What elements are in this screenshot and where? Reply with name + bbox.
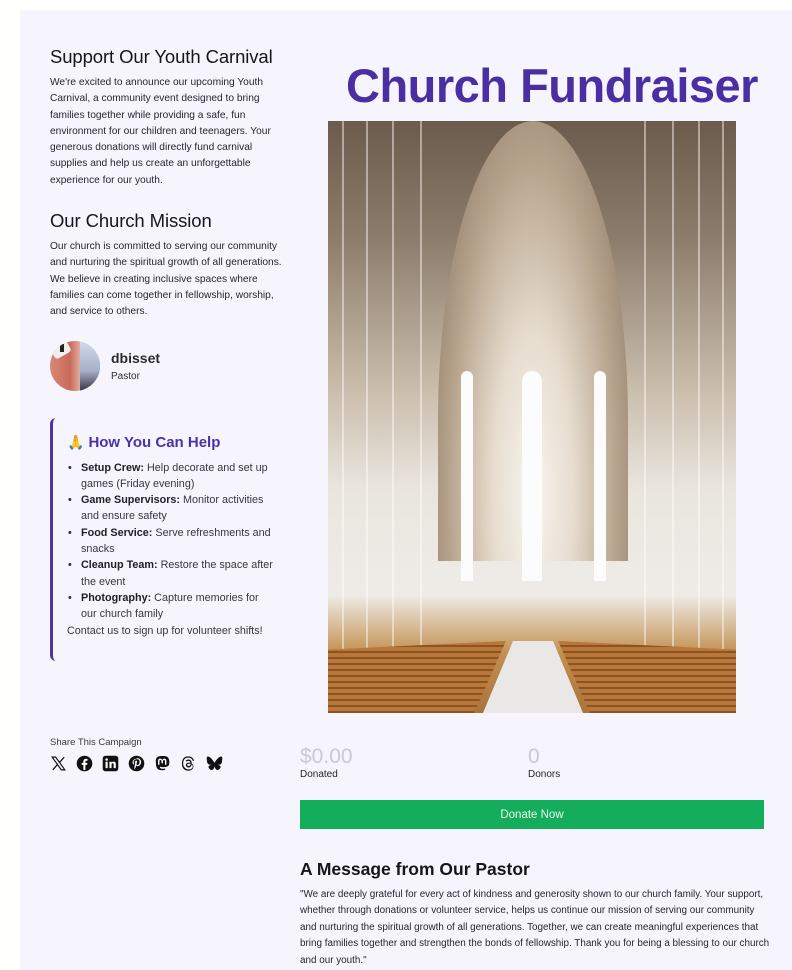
list-item: • Cleanup Team: Restore the space after the event (67, 557, 274, 590)
share-icons (50, 755, 223, 772)
about-body: We're excited to announce our upcoming Youth Carnival, a community event designed to bring families together while providing a safe, fun environment for our children and teenagers. Your generous donations will directly fund carnival supplies and help us create an unforgettable experience for our youth. (50, 77, 271, 186)
donated-stat (300, 746, 528, 780)
mastodon-icon[interactable] (154, 755, 171, 772)
campaign-hero-image (328, 121, 736, 713)
about-section (50, 46, 282, 189)
avatar[interactable] (50, 341, 100, 391)
help-title-text: How You Can Help (88, 433, 221, 451)
praying-hands-icon: 🙏 (67, 433, 85, 450)
mission-section (50, 210, 282, 320)
donated-amount: $0.00 (300, 745, 353, 768)
author-card[interactable] (50, 341, 282, 391)
left-column (50, 46, 282, 661)
page-title: Church Fundraiser (346, 59, 758, 112)
help-title (67, 434, 274, 451)
list-item: • Setup Crew: Help decorate and set up games (Friday evening) (67, 460, 274, 493)
pinterest-icon[interactable] (128, 755, 145, 772)
pastor-message-body: "We are deeply grateful for every act of kindness and generosity shown to our church family. Your support, whether through donations or volunteer service, helps us continue our mission of serving our community and nurturing the spiritual growth of all generations. Together, we can create meaningful experiences that bring families together and strengthen the bonds of fellowship. Thank you for being a blessing to our church and our youth." (300, 889, 770, 966)
donate-now-button[interactable]: Donate Now (300, 800, 764, 829)
donors-label: Donors (528, 769, 561, 780)
donors-stat (528, 746, 756, 780)
list-item: • Photography: Capture memories for our church family (67, 590, 274, 623)
facebook-icon[interactable] (76, 755, 93, 772)
about-title: Support Our Youth Carnival (50, 46, 273, 67)
pastor-message (300, 859, 770, 969)
pastor-message-title: A Message from Our Pastor (300, 859, 530, 879)
donated-label: Donated (300, 769, 338, 780)
bluesky-icon[interactable] (206, 755, 223, 772)
mission-body: Our church is committed to serving our community and nurturing the spiritual growth of all generations. We believe in creating inclusive spaces where families can come together in fellowship, worship, and service to others. (50, 241, 282, 318)
share-label: Share This Campaign (50, 737, 142, 748)
linkedin-icon[interactable] (102, 755, 119, 772)
campaign-card (20, 10, 792, 970)
list-item: • Food Service: Serve refreshments and snacks (67, 525, 274, 558)
list-item: • Game Supervisors: Monitor activities and ensure safety (67, 492, 274, 525)
donation-stats (300, 746, 764, 780)
share-section (50, 737, 223, 772)
x-icon[interactable] (50, 755, 67, 772)
author-name[interactable]: dbisset (111, 349, 161, 366)
help-list (67, 460, 274, 623)
threads-icon[interactable] (180, 755, 197, 772)
mission-title: Our Church Mission (50, 210, 212, 232)
donors-count: 0 (528, 745, 540, 768)
help-contact: Contact us to sign up for volunteer shifts! (67, 624, 263, 637)
how-you-can-help-box (50, 418, 282, 661)
author-role: Pastor (111, 370, 140, 382)
